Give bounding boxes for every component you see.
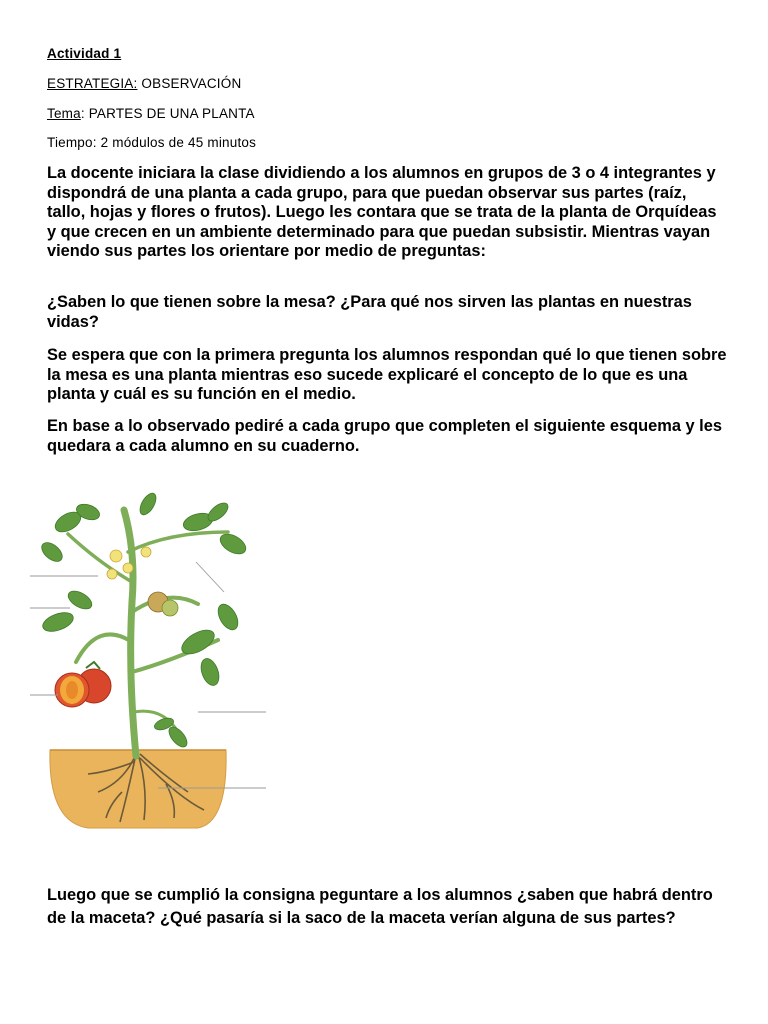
activity-title: Actividad 1 — [47, 46, 122, 61]
paragraph-followup: Luego que se cumplió la consigna peguntare a los alumnos ¿saben que habrá dentro de la maceta? ¿Qué pasaría si la saco de la maceta verían alguna de sus partes? — [47, 886, 713, 927]
time-line: Tiempo: 2 módulos de 45 minutos — [47, 135, 257, 150]
paragraph-questions: ¿Saben lo que tienen sobre la mesa? ¿Para qué nos sirven las plantas en nuestras vidas? — [47, 293, 692, 331]
strategy-value: OBSERVACIÓN — [137, 76, 242, 91]
strategy-line — [47, 76, 241, 91]
paragraph-intro: La docente iniciara la clase dividiendo a los alumnos en grupos de 3 o 4 integrantes y dispondrá de una planta a cada grupo, para que puedan observar sus partes (raíz, tallo, hojas y flores o frutos). Luego les contara que se trata de la planta de Orquídeas y que crecen en un ambiente determinado para que puedan subsistir. Mientras vayan viendo sus partes los orientare por medio de preguntas: — [47, 164, 717, 261]
strategy-label: ESTRATEGIA: — [47, 76, 138, 91]
plant-diagram — [28, 492, 268, 832]
paragraph-expectation: Se espera que con la primera pregunta los alumnos respondan qué lo que tienen sobre la mesa es una planta mientras eso sucede explicaré el concepto de lo que es una planta y cuál es su función en el medio. — [47, 346, 727, 404]
paragraph-scheme: En base a lo observado pediré a cada grupo que completen el siguiente esquema y les quedara a cada alumno en su cuaderno. — [47, 417, 722, 455]
topic-value: : PARTES DE UNA PLANTA — [80, 106, 255, 121]
red-tomatoes — [55, 662, 111, 707]
soil-area — [50, 750, 226, 828]
topic-label: Tema — [47, 106, 81, 121]
topic-line — [47, 106, 255, 121]
